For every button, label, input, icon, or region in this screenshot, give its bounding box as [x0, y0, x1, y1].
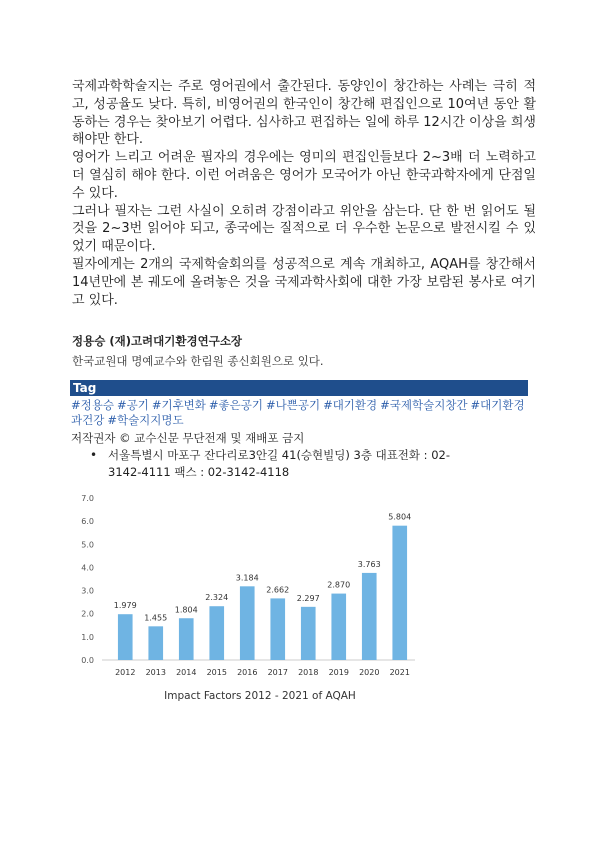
tag-list	[71, 398, 531, 428]
data-label: 3.763	[357, 559, 381, 569]
y-tick-label: 0.0	[81, 656, 94, 665]
tag-link[interactable]: #학술지지명도	[107, 413, 184, 427]
bar	[118, 614, 133, 660]
bar	[362, 573, 377, 660]
bar	[270, 598, 285, 660]
x-tick-label: 2013	[145, 668, 166, 677]
author-name: 정용승 (재)고려대기환경연구소장	[72, 334, 243, 348]
data-label: 3.184	[235, 573, 259, 583]
x-tick-label: 2016	[237, 668, 258, 677]
y-tick-label: 1.0	[81, 632, 94, 642]
x-tick-label: 2014	[176, 668, 197, 677]
y-tick-label: 6.0	[81, 517, 94, 527]
author-block	[72, 333, 542, 369]
paragraph-3: 그러나 필자는 그런 사실이 오히려 강점이라고 위안을 삼는다. 단 한 번 읽어도 될 것을 2~3번 읽어야 되고, 종국에는 질적으로 더 우수한 논문으로 발전시킬 수 있었기 때문이다.	[72, 203, 536, 255]
paragraph-1: 국제과학학술지는 주로 영어권에서 출간된다. 동양인이 창간하는 사례는 극히 적고, 성공율도 낮다. 특히, 비영어권의 한국인이 창간해 편집인으로 10여년 동안 활동하는 경우는 찾아보기 어렵다. 심사하고 편집하는 일에 하루 12시간 이상을 희생해야만 한다.	[72, 79, 536, 148]
data-label: 2.324	[205, 593, 229, 603]
bar	[392, 526, 407, 660]
y-tick-label: 4.0	[81, 563, 94, 573]
data-label: 1.979	[113, 601, 137, 611]
copyright-notice: 저작권자 © 교수신문 무단전재 및 재배포 금지	[71, 431, 305, 445]
bar	[209, 606, 224, 660]
data-label: 5.804	[388, 512, 412, 522]
data-label: 2.662	[266, 585, 290, 595]
x-tick-label: 2021	[389, 668, 410, 677]
paragraph-2: 영어가 느리고 어려운 필자의 경우에는 영미의 편집인들보다 2~3배 더 노력하고 더 열심히 해야 한다. 이런 어려움은 영어가 모국어가 아닌 한국과학자에게 단점일 수 있다.	[72, 150, 536, 201]
paragraph-4: 필자에게는 2개의 국제학술회의를 성공적으로 계속 개최하고, AQAH를 창간해서 14년만에 본 궤도에 올려놓은 것을 국제과학사회에 대한 가장 보람된 봉사로 여기고 있다.	[72, 256, 536, 308]
tag-header: Tag	[70, 380, 528, 396]
data-label: 2.870	[327, 580, 351, 590]
bar	[331, 594, 346, 660]
bullet-icon: •	[90, 448, 98, 462]
contact-address	[90, 447, 530, 481]
x-tick-label: 2015	[206, 668, 227, 677]
data-label: 1.455	[144, 613, 168, 623]
x-tick-label: 2018	[298, 668, 319, 677]
address-line-1: 서울특별시 마포구 잔다리로3안길 41(승현빌딩) 3층 대표전화 : 02-	[108, 448, 450, 462]
author-description: 한국교원대 명예교수와 한림원 종신회원으로 있다.	[72, 354, 324, 368]
tag-link[interactable]: #공기	[116, 398, 149, 412]
x-tick-label: 2019	[328, 668, 349, 677]
y-tick-label: 7.0	[81, 494, 94, 503]
bar	[179, 618, 194, 660]
chart-svg	[60, 480, 460, 690]
chart-title: Impact Factors 2012 - 2021 of AQAH	[164, 690, 356, 702]
tag-link[interactable]: #대기환경	[323, 398, 378, 412]
tag-link[interactable]: #대기환경과건강	[71, 398, 525, 427]
data-label: 2.297	[296, 593, 320, 603]
tag-link[interactable]: #좋은공기	[208, 398, 263, 412]
y-tick-label: 5.0	[81, 540, 94, 550]
impact-factor-chart	[60, 480, 460, 720]
bar	[240, 586, 255, 660]
tag-link[interactable]: #국제학술지창간	[380, 398, 468, 412]
tag-link[interactable]: #나쁜공기	[265, 398, 321, 412]
data-label: 1.804	[174, 605, 198, 615]
article-body	[72, 78, 536, 309]
tag-link[interactable]: #정용승	[71, 398, 114, 412]
y-tick-label: 2.0	[81, 609, 94, 619]
x-tick-label: 2020	[359, 668, 380, 677]
bar	[301, 607, 316, 660]
x-tick-label: 2012	[115, 668, 136, 677]
tag-link[interactable]: #기후변화	[151, 398, 206, 412]
bar	[148, 626, 163, 660]
x-tick-label: 2017	[267, 668, 288, 677]
y-tick-label: 3.0	[81, 586, 94, 596]
address-line-2: 3142-4111 팩스 : 02-3142-4118	[108, 465, 290, 479]
